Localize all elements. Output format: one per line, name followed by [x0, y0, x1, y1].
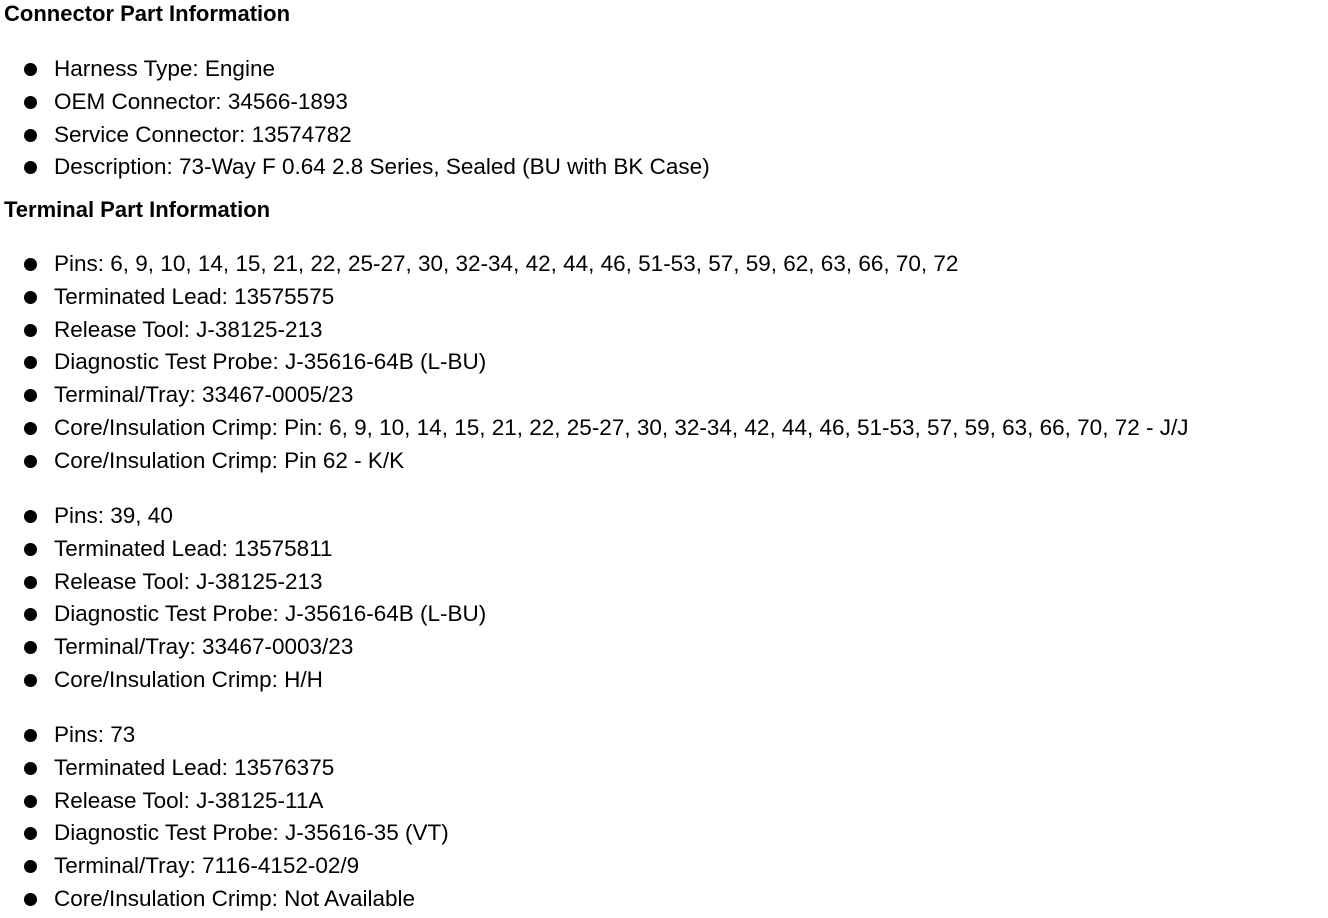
list-item [0, 850, 449, 883]
list-item [0, 314, 1188, 347]
list-item [0, 119, 710, 152]
list-item [0, 500, 486, 533]
list-item [0, 719, 449, 752]
list-item [0, 445, 1188, 478]
list-item-text: Pins: 6, 9, 10, 14, 15, 21, 22, 25-27, 30, 32-34, 42, 44, 46, 51-53, 57, 59, 62, 63, 66, 70, 72 [54, 251, 959, 276]
bullet-icon [24, 455, 37, 468]
list-item [0, 281, 1188, 314]
bullet-icon [24, 389, 37, 402]
list-item [0, 346, 1188, 379]
list-item-text: Core/Insulation Crimp: Not Available [54, 885, 416, 911]
bullet-icon [24, 258, 37, 271]
bullet-icon [24, 356, 37, 369]
list-item [0, 151, 710, 184]
list-item [0, 566, 486, 599]
list-item-text: Harness Type: Engine [54, 56, 275, 81]
list-item [0, 533, 486, 566]
list-item [0, 664, 486, 697]
list-item-text: Pins: 73 [54, 722, 136, 747]
bullet-icon [24, 510, 37, 523]
list-item-text: OEM Connector: 34566-1893 [54, 88, 348, 114]
bullet-icon [24, 608, 37, 621]
list-item [0, 53, 710, 86]
bullet-icon [24, 893, 37, 906]
terminal-group-3 [0, 719, 449, 916]
list-item [0, 412, 1188, 445]
bullet-icon [24, 422, 37, 435]
bullet-icon [24, 96, 37, 109]
list-item-text: Core/Insulation Crimp: Pin: 6, 9, 10, 14, 15, 21, 22, 25-27, 30, 32-34, 42, 44, 46, 51-53, 57, 59, 63, 66, 70, 72 - J/J [54, 414, 1189, 440]
bullet-icon [24, 795, 37, 808]
list-item-text: Terminal/Tray: 33467-0005/23 [54, 382, 354, 408]
list-item [0, 598, 486, 631]
bullet-icon [24, 729, 37, 742]
list-item [0, 752, 449, 785]
list-item-text: Release Tool: J-38125-11A [54, 787, 324, 813]
list-item-text: Terminated Lead: 13575811 [54, 535, 333, 561]
list-item-text: Description: 73-Way F 0.64 2.8 Series, Sealed (BU with BK Case) [54, 154, 710, 180]
bullet-icon [24, 543, 37, 556]
bullet-icon [24, 674, 37, 687]
bullet-icon [24, 291, 37, 304]
list-item-text: Diagnostic Test Probe: J-35616-64B (L-BU) [54, 601, 487, 627]
bullet-icon [24, 576, 37, 589]
list-item-text: Release Tool: J-38125-213 [54, 316, 323, 342]
list-item-text: Terminated Lead: 13575575 [54, 283, 335, 309]
list-item [0, 883, 449, 916]
list-item-text: Release Tool: J-38125-213 [54, 568, 323, 594]
list-item-text: Diagnostic Test Probe: J-35616-35 (VT) [54, 820, 449, 846]
list-item [0, 785, 449, 818]
connector-list [0, 53, 710, 184]
list-item [0, 379, 1188, 412]
list-item [0, 817, 449, 850]
bullet-icon [24, 63, 37, 76]
list-item-text: Core/Insulation Crimp: H/H [54, 666, 323, 692]
list-item-text: Diagnostic Test Probe: J-35616-64B (L-BU) [54, 349, 487, 375]
bullet-icon [24, 827, 37, 840]
list-item-text: Terminal/Tray: 7116-4152-02/9 [54, 853, 360, 879]
terminal-group-1 [0, 248, 1188, 478]
list-item [0, 631, 486, 664]
connector-heading: Connector Part Information [4, 1, 291, 26]
list-item [0, 86, 710, 119]
list-item-text: Core/Insulation Crimp: Pin 62 - K/K [54, 447, 405, 473]
terminal-heading: Terminal Part Information [4, 197, 271, 222]
bullet-icon [24, 129, 37, 142]
bullet-icon [24, 324, 37, 337]
list-item-text: Terminated Lead: 13576375 [54, 754, 335, 780]
terminal-group-2 [0, 500, 486, 697]
list-item [0, 248, 1188, 281]
list-item-text: Service Connector: 13574782 [54, 121, 352, 147]
list-item-text: Pins: 39, 40 [54, 503, 173, 528]
bullet-icon [24, 860, 37, 873]
list-item-text: Terminal/Tray: 33467-0003/23 [54, 634, 354, 660]
bullet-icon [24, 161, 37, 174]
bullet-icon [24, 641, 37, 654]
bullet-icon [24, 762, 37, 775]
